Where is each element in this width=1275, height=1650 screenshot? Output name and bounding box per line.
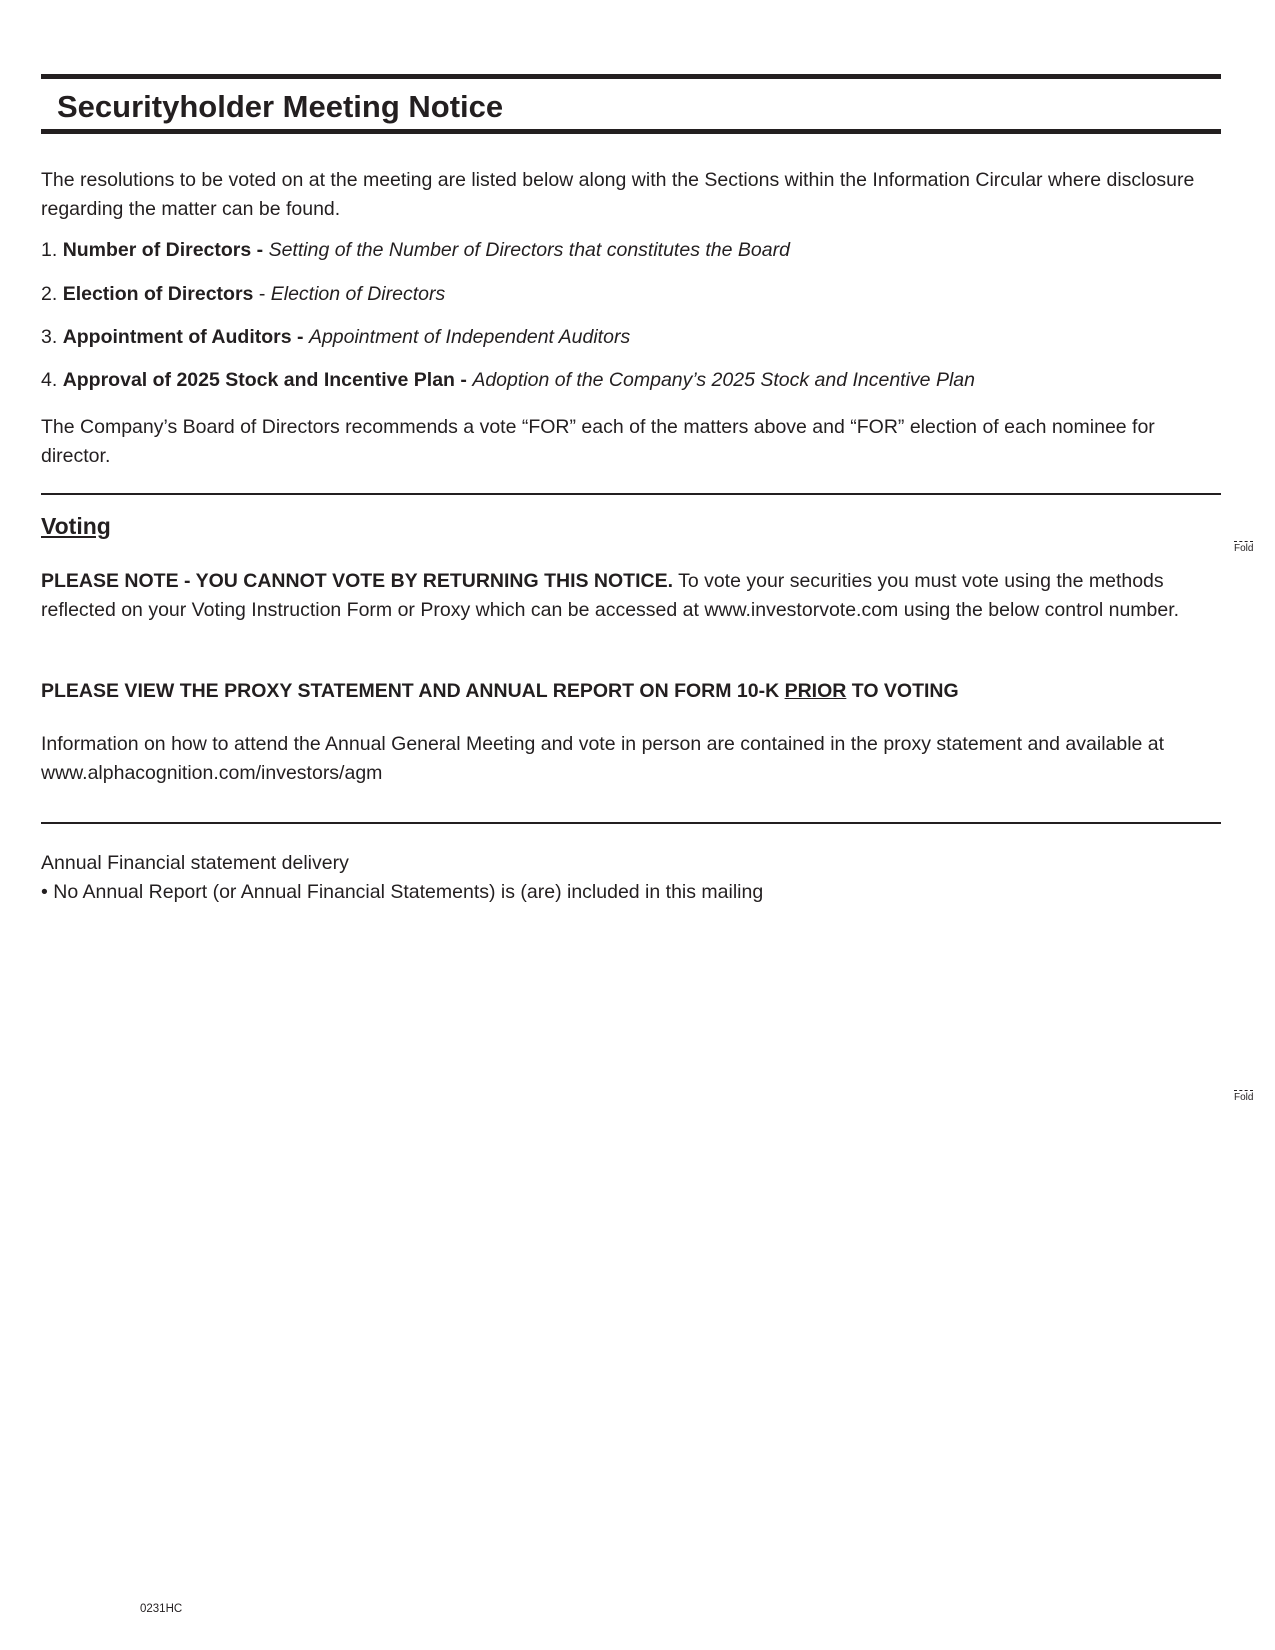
resolution-name: Election of Directors [62,283,254,305]
financial-bullet: • No Annual Report (or Annual Financial Statements) is (are) included in this mailing [41,881,764,903]
view-proxy-notice [41,677,1221,706]
resolution-section: Setting of the Number of Directors that constitutes the Board [268,239,790,261]
resolution-separator: - [454,369,473,391]
voting-note-bold: PLEASE NOTE - YOU CANNOT VOTE BY RETURNING THIS NOTICE. [41,570,673,592]
view-proxy-prior: PRIOR [784,680,847,702]
resolution-name: Appointment of Auditors [62,326,292,348]
financial-heading: Annual Financial statement delivery [41,852,349,874]
recommendation-paragraph: The Company’s Board of Directors recommends a vote “FOR” each of the matters above and “FOR” election of each nominee for director. [41,416,1155,467]
title-bar [41,74,1221,134]
resolution-item [41,323,1221,352]
view-proxy-after: TO VOTING [846,680,959,702]
resolution-item [41,236,1221,265]
resolution-name: Approval of 2025 Stock and Incentive Plan [62,369,455,391]
fold-mark: Fold [1234,543,1254,554]
voting-heading: Voting [41,513,111,539]
form-code: 0231HC [140,1603,183,1615]
resolution-item [41,366,1221,395]
resolution-number: 1. [41,239,58,261]
intro-paragraph: The resolutions to be voted on at the meeting are listed below along with the Sections within the Information Circular where disclosure regarding the matter can be found. [41,169,1195,220]
resolution-number: 2. [41,283,58,305]
resolution-separator: - [251,239,269,261]
voting-note-text: To vote your securities you must vote using the methods reflected on your Voting Instruction Form or Proxy which can be accessed at www.investorvote.com using the below control number. [41,570,1180,621]
resolution-section: Election of Directors [270,283,446,305]
resolution-number: 4. [41,369,58,391]
section-divider [41,822,1221,824]
resolution-separator: - [253,283,271,305]
voting-note [41,567,1221,625]
resolution-item [41,280,1221,309]
resolution-separator: - [291,326,309,348]
view-proxy-before: PLEASE VIEW THE PROXY STATEMENT AND ANNUAL REPORT ON FORM 10-K [41,680,785,702]
resolution-section: Adoption of the Company’s 2025 Stock and Incentive Plan [472,369,975,391]
page-title: Securityholder Meeting Notice [57,89,504,124]
section-divider [41,493,1221,495]
fold-mark: Fold [1234,1092,1254,1103]
resolution-section: Appointment of Independent Auditors [308,326,631,348]
resolution-number: 3. [41,326,58,348]
resolution-name: Number of Directors [62,239,252,261]
attend-meeting-info: Information on how to attend the Annual General Meeting and vote in person are contained in the proxy statement and available at www.alphacognition.com/investors/agm [41,733,1165,784]
